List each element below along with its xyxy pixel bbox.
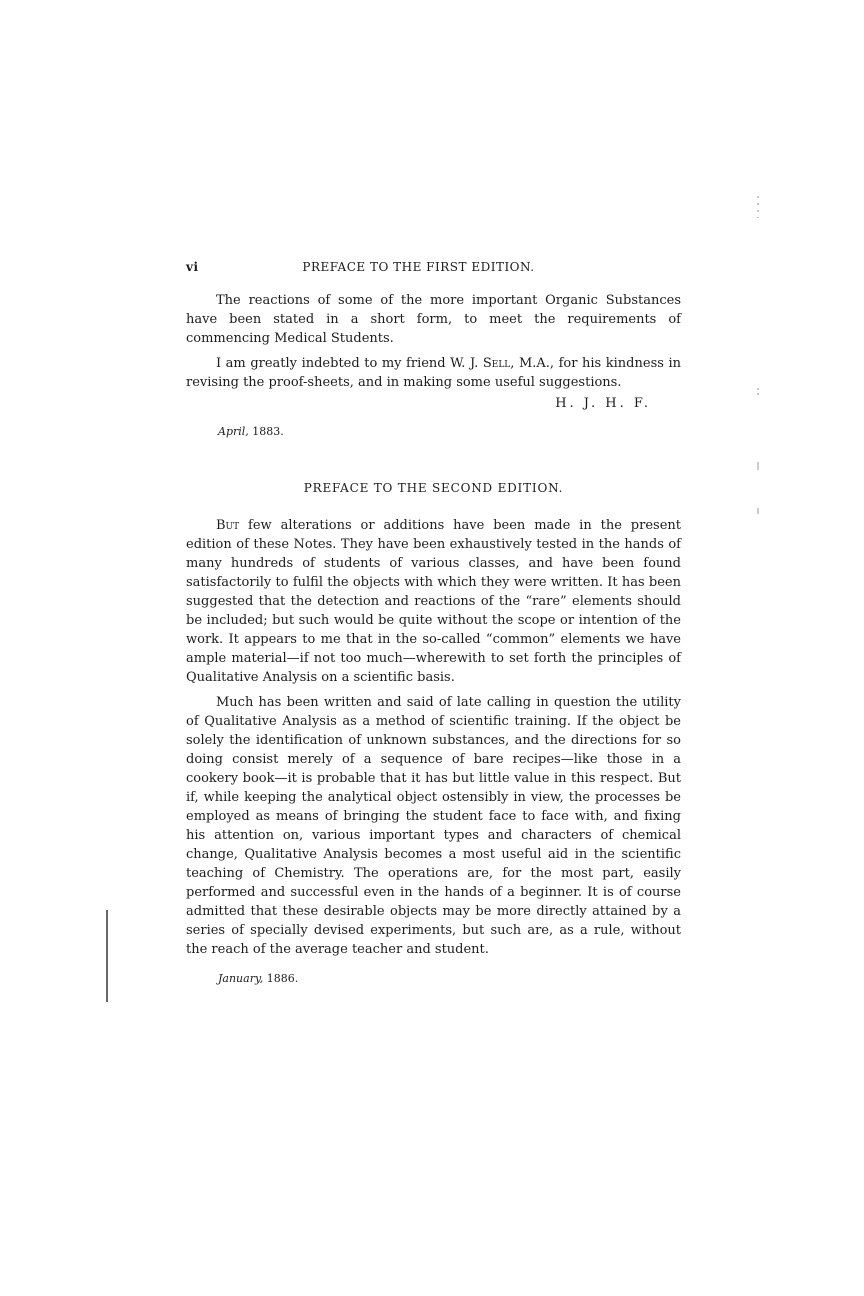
page-header (186, 258, 681, 277)
author-initials: H. J. H. F. (555, 396, 651, 411)
drop-word: But (216, 518, 240, 533)
second-preface-date: January, 1886. (218, 972, 299, 985)
second-preface-paragraph-1: But few alterations or additions have been made in the present edition of these Notes. They have been exhaustively tested in the hands of many hundreds of students of various classes, and have been found satisfactorily to fulfil the objects with which they were written. It has been suggested that the detection and reactions of the “rare” elements should be included; but such would be quite without the scope or intention of the work. It appears to me that in the so-called “common” elements we have ample material—if not too much—wherewith to set forth the principles of Qualitative Analysis on a scientific basis. (186, 518, 681, 685)
page-number: vi (186, 260, 199, 274)
acknowledged-name: Sell (482, 356, 511, 371)
book-page (186, 258, 681, 988)
second-preface-paragraph-2: Much has been written and said of late calling in question the utility of Qualitative Analysis as a method of scientific training. If the object be solely the identification of unknown substances, and the directions for so doing consist merely of a sequence of bare recipes—like those in a cookery book—it is probable that it has but little value in this respect. But if, while keeping the analytical object ostensibly in view, the processes be employed as means of bringing the student face to face with, and fixing his attention on, various important types and characters of chemical change, Qualitative Analysis becomes a most useful aid in the scientific teaching of Chemistry. The operations are, for the most part, easily performed and successful even in the hands of a beginner. It is of course admitted that these desirable objects may be more directly attained by a series of specially devised experiments, but such are, as a rule, without the reach of the average teacher and student. (186, 695, 681, 957)
signature-row (186, 398, 681, 428)
section-title: PREFACE TO THE SECOND EDITION. (303, 481, 564, 495)
acknowledgement-paragraph: I am greatly indebted to my friend W. J. Sell, M.A., for his kindness in revising the proof-sheets, and in making some useful suggestions. (186, 356, 681, 390)
first-preface-date: April, 1883. (218, 425, 284, 438)
first-preface-paragraph: The reactions of some of the more important Organic Substances have been stated in a short form, to meet the requirements of commencing Medical Students. (186, 293, 681, 346)
running-head: PREFACE TO THE FIRST EDITION. (302, 260, 535, 274)
